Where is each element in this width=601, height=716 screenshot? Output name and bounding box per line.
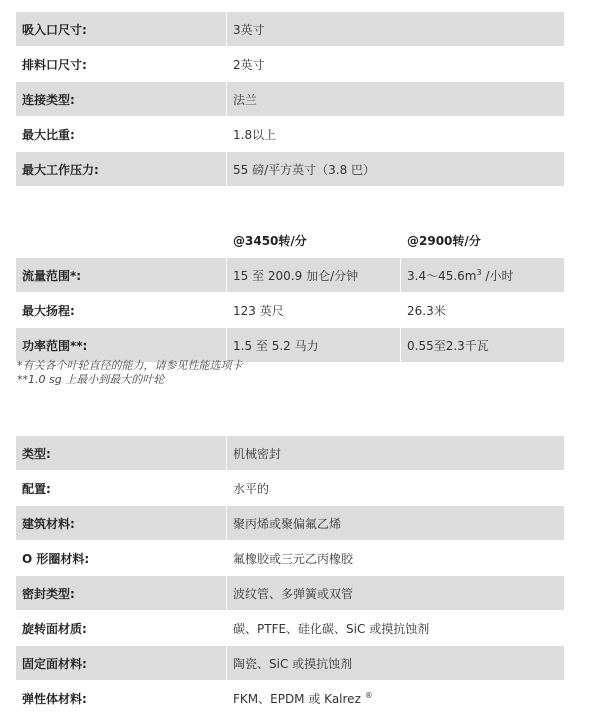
table-row: [16, 152, 565, 187]
row-value: 机械密封: [227, 436, 565, 471]
row-label: 密封类型:: [16, 576, 227, 611]
table-row: [16, 258, 565, 293]
spec-table-seal: [15, 435, 565, 716]
table-row: [16, 611, 565, 646]
row-label: 吸入口尺寸:: [16, 12, 227, 47]
header-cell: [16, 223, 227, 258]
row-value: 聚丙烯或聚偏氟乙烯: [227, 506, 565, 541]
table-row: [16, 328, 565, 363]
row-value: 55 磅/平方英寸（3.8 巴）: [227, 152, 565, 187]
footnote: **1.0 sg 上最小到最大的叶轮: [17, 373, 165, 386]
row-value: 15 至 200.9 加仑/分钟: [227, 258, 401, 293]
footnote: *有关各个叶轮直径的能力，请参见性能选项卡: [17, 359, 243, 372]
row-value: 法兰: [227, 82, 565, 117]
row-label: 功率范围**:: [16, 328, 227, 363]
row-label: O 形圈材料:: [16, 541, 227, 576]
row-value: 陶瓷、SiC 或摸抗蚀剂: [227, 646, 565, 681]
value-text: /小时: [481, 268, 514, 283]
table-row: [16, 576, 565, 611]
spec-table-performance: [15, 222, 565, 363]
table-row: [16, 12, 565, 47]
table-header-row: [16, 223, 565, 258]
row-value: 氟橡胶或三元乙丙橡胶: [227, 541, 565, 576]
row-value: 波纹管、多弹簧或双管: [227, 576, 565, 611]
row-label: 配置:: [16, 471, 227, 506]
row-label: 旋转面材质:: [16, 611, 227, 646]
row-value: 26.3米: [401, 293, 565, 328]
table-row: [16, 506, 565, 541]
row-value: 2英寸: [227, 47, 565, 82]
superscript: 3: [476, 267, 482, 277]
table-row: [16, 82, 565, 117]
row-value: 1.8以上: [227, 117, 565, 152]
row-value: 0.55至2.3千瓦: [401, 328, 565, 363]
row-label: 排料口尺寸:: [16, 47, 227, 82]
row-label: 最大扬程:: [16, 293, 227, 328]
row-label: 弹性体材料:: [16, 681, 227, 716]
row-value: 碳、PTFE、硅化碳、SiC 或摸抗蚀剂: [227, 611, 565, 646]
table-row: [16, 681, 565, 716]
row-label: 流量范围*:: [16, 258, 227, 293]
row-label: 最大比重:: [16, 117, 227, 152]
footnotes: [17, 359, 243, 387]
row-value: 3英寸: [227, 12, 565, 47]
row-label: 建筑材料:: [16, 506, 227, 541]
row-label: 最大工作压力:: [16, 152, 227, 187]
row-value: [227, 681, 565, 716]
row-value: 1.5 至 5.2 马力: [227, 328, 401, 363]
table-row: [16, 47, 565, 82]
table-row: [16, 541, 565, 576]
row-label: 连接类型:: [16, 82, 227, 117]
table-row: [16, 471, 565, 506]
table-row: [16, 117, 565, 152]
row-label: 类型:: [16, 436, 227, 471]
value-text: FKM、EPDM 或 Kalrez: [233, 691, 361, 706]
header-cell: @2900转/分: [401, 223, 565, 258]
row-label: 固定面材料:: [16, 646, 227, 681]
row-value: 水平的: [227, 471, 565, 506]
table-row: [16, 293, 565, 328]
value-text: 3.4～45.6m: [407, 268, 477, 283]
registered-mark: ®: [364, 690, 373, 700]
table-row: [16, 436, 565, 471]
header-cell: @3450转/分: [227, 223, 401, 258]
row-value: 123 英尺: [227, 293, 401, 328]
row-value: [401, 258, 565, 293]
table-row: [16, 646, 565, 681]
spec-table-connections: [15, 11, 565, 187]
